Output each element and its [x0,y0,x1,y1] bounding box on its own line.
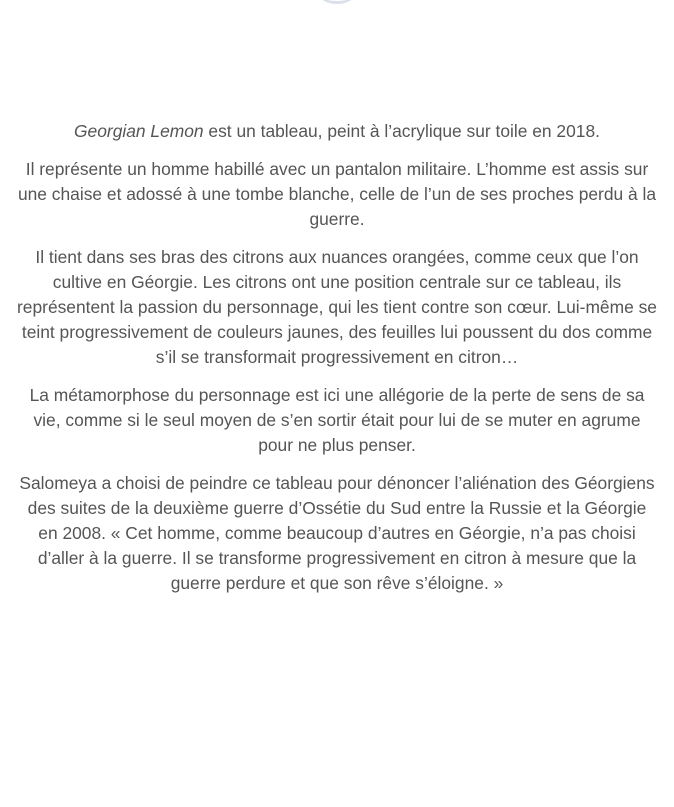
top-decoration-arc [320,0,354,4]
paragraph-intro [16,119,658,144]
paragraph-description: Il représente un homme habillé avec un pantalon militaire. L’homme est assis sur une chaise et adossé à une tombe blanche, celle de l’un de ses proches perdu à la guerre. [17,159,657,229]
painting-title: Georgian Lemon [74,121,204,141]
paragraph-lemons: Il tient dans ses bras des citrons aux nuances orangées, comme ceux que l’on cultive en Géorgie. Les citrons ont une position centrale sur ce tableau, ils représentent la passion du personnage, qui les tient contre son cœur. Lui-même se teint progressivement de couleurs jaunes, des feuilles lui poussent du dos comme s’il se transformait progressivement en citron… [17,247,657,367]
paragraph-metamorphosis: La métamorphose du personnage est ici une allégorie de la perte de sens de sa vie, comme si le seul moyen de s’en sortir était pour lui de se muter en agrume pour ne plus penser. [29,385,645,455]
paragraph-artist-quote: Salomeya a choisi de peindre ce tableau pour dénoncer l’aliénation des Géorgiens des suites de la deuxième guerre d’Ossétie du Sud entre la Russie et la Géorgie en 2008. « Cet homme, comme beaucoup d’autres en Géorgie, n’a pas choisi d’aller à la guerre. Il se transforme progressivement en citron à mesure que la guerre perdure et que son rêve s’éloigne. » [19,473,655,593]
article-body [16,119,658,609]
intro-text: est un tableau, peint à l’acrylique sur toile en 2018. [203,121,600,141]
